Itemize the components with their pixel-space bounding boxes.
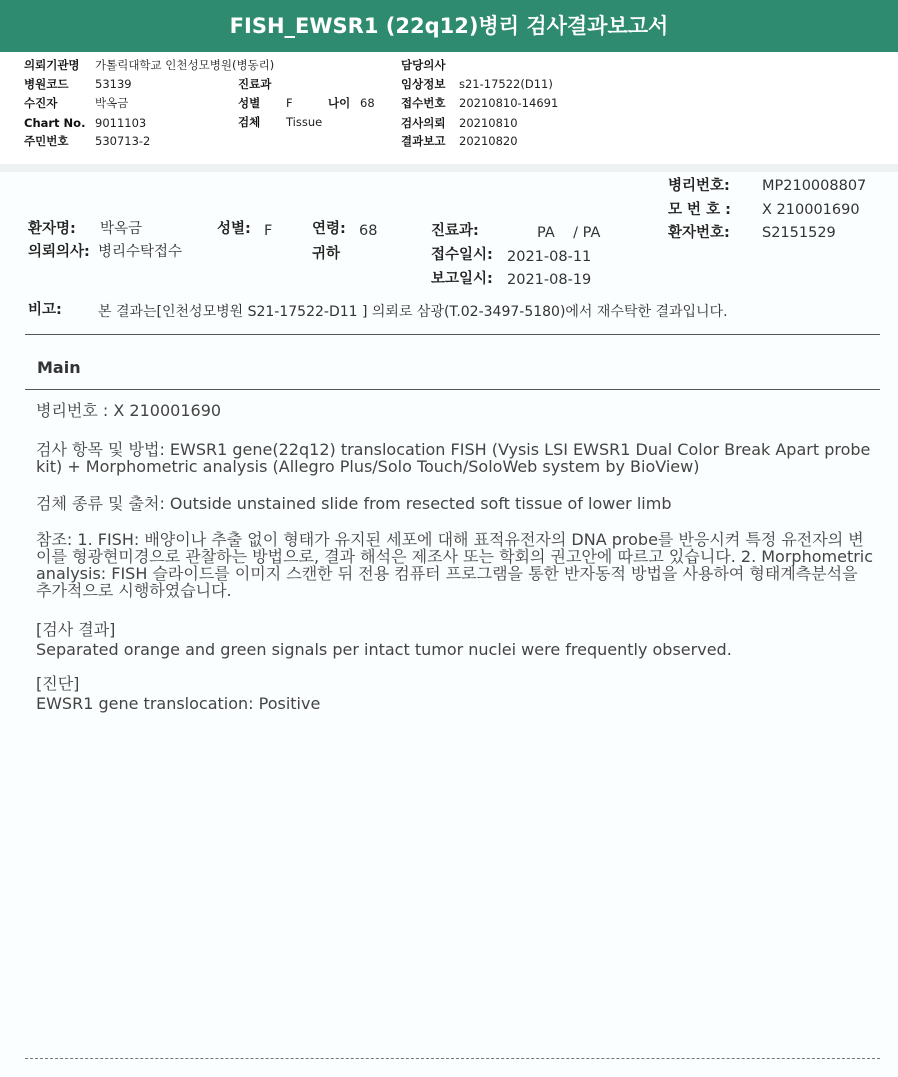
sex-value-report: F xyxy=(264,223,273,239)
note-divider xyxy=(25,334,880,335)
result-heading: [검사 결과] xyxy=(36,620,116,639)
pathology-no-label: 병리번호: xyxy=(668,178,730,194)
pathology-no-value: MP210008807 xyxy=(762,178,867,194)
chart-no-label: Chart No. xyxy=(24,116,86,130)
patient-no-label: 환자번호: xyxy=(668,225,730,241)
rrn-label: 주민번호 xyxy=(24,134,69,148)
report-title: FISH_EWSR1 (22q12)병리 검사결과보고서 xyxy=(0,0,898,52)
age-value-report: 68 xyxy=(359,223,378,239)
chart-no-value: 9011103 xyxy=(95,116,147,130)
pathology-no-line: 병리번호 : X 210001690 xyxy=(36,401,222,420)
note-text: 본 결과는[인천성모병원 S21-17522-D11 ] 의뢰로 삼광(T.02-3497-5180)에서 재수탁한 결과입니다. xyxy=(98,304,728,320)
dept-value-report: PA / PA xyxy=(537,225,601,241)
recipient-label: 수진자 xyxy=(24,96,58,110)
rrn-value: 530713-2 xyxy=(95,134,151,148)
requesting-doctor-label: 의뢰의사: xyxy=(28,244,90,260)
accession-label: 접수번호 xyxy=(401,96,446,110)
footer-divider xyxy=(25,1058,880,1059)
requesting-doctor-value: 병리수탁접수 xyxy=(98,244,183,260)
dept-label-report: 진료과: xyxy=(431,223,479,239)
age-value: 68 xyxy=(360,96,375,110)
hospital-code-value: 53139 xyxy=(95,77,132,91)
institution-label: 의뢰기관명 xyxy=(24,58,80,72)
test-method: 검사 항목 및 방법: EWSR1 gene(22q12) translocation FISH (Vysis LSI EWSR1 Dual Color Break Apart probe kit) + Morphometric analysis (Allegro Plus/Solo Touch/SoloWeb system by BioView) xyxy=(36,440,871,476)
pathology-report xyxy=(0,172,898,1077)
result-text: Separated orange and green signals per intact tumor nuclei were frequently observed. xyxy=(36,640,732,659)
institution-value: 가톨릭대학교 인천성모병원(병동리) xyxy=(95,58,275,72)
reported-date-value: 2021-08-19 xyxy=(507,272,592,288)
diagnosis-text: EWSR1 gene translocation: Positive xyxy=(36,694,321,713)
specimen-source: 검체 종류 및 출처: Outside unstained slide from resected soft tissue of lower limb xyxy=(36,494,672,513)
patient-name-label: 환자명: xyxy=(28,221,76,237)
note-label: 비고: xyxy=(28,302,62,318)
accession-value: 20210810-14691 xyxy=(459,96,559,110)
patient-no-value: S2151529 xyxy=(762,225,836,241)
mother-no-value: X 210001690 xyxy=(762,202,860,218)
hospital-code-label: 병원코드 xyxy=(24,77,69,91)
clinical-info-value: s21-17522(D11) xyxy=(459,77,553,91)
patient-name-value: 박옥금 xyxy=(100,221,143,237)
request-info-section xyxy=(0,52,898,164)
request-date-value: 20210810 xyxy=(459,116,518,130)
clinical-info-label: 임상정보 xyxy=(401,77,446,91)
mother-no-label: 모 번 호 : xyxy=(668,202,731,218)
main-heading: Main xyxy=(37,358,81,377)
sex-value: F xyxy=(286,96,293,110)
honorific: 귀하 xyxy=(312,246,341,262)
request-date-label: 검사의뢰 xyxy=(401,116,446,130)
main-divider xyxy=(25,389,880,390)
dept-label: 진료과 xyxy=(238,77,272,91)
received-date-value: 2021-08-11 xyxy=(507,249,592,265)
sex-label-report: 성별: xyxy=(217,221,251,237)
section-divider xyxy=(0,164,898,172)
reference-note: 참조: 1. FISH: 배양이나 추출 없이 형태가 유지된 세포에 대해 표적유전자의 DNA probe를 반응시켜 특정 유전자의 변이를 형광현미경으로 관찰하는 방법으로, 결과 해석은 제조사 또는 학회의 권고안에 따르고 있습니다. 2. Morphometric analysis: FISH 슬라이드를 이미지 스캔한 뒤 전용 컴퓨터 프로그램을 통한 반자동적 방법을 사용하여 형태계측분석을 추가적으로 시행하였습니다. xyxy=(36,530,874,600)
specimen-value: Tissue xyxy=(286,115,323,129)
report-date-label: 결과보고 xyxy=(401,134,446,148)
sex-label: 성별 xyxy=(238,96,261,110)
age-label-report: 연령: xyxy=(312,221,346,237)
diagnosis-heading: [진단] xyxy=(36,674,80,693)
reported-date-label: 보고일시: xyxy=(431,271,493,287)
specimen-label: 검체 xyxy=(238,115,261,129)
received-date-label: 접수일시: xyxy=(431,247,493,263)
report-date-value: 20210820 xyxy=(459,134,518,148)
recipient-value: 박옥금 xyxy=(95,96,129,110)
age-label: 나이 xyxy=(328,96,351,110)
doctor-label: 담당의사 xyxy=(401,58,446,72)
